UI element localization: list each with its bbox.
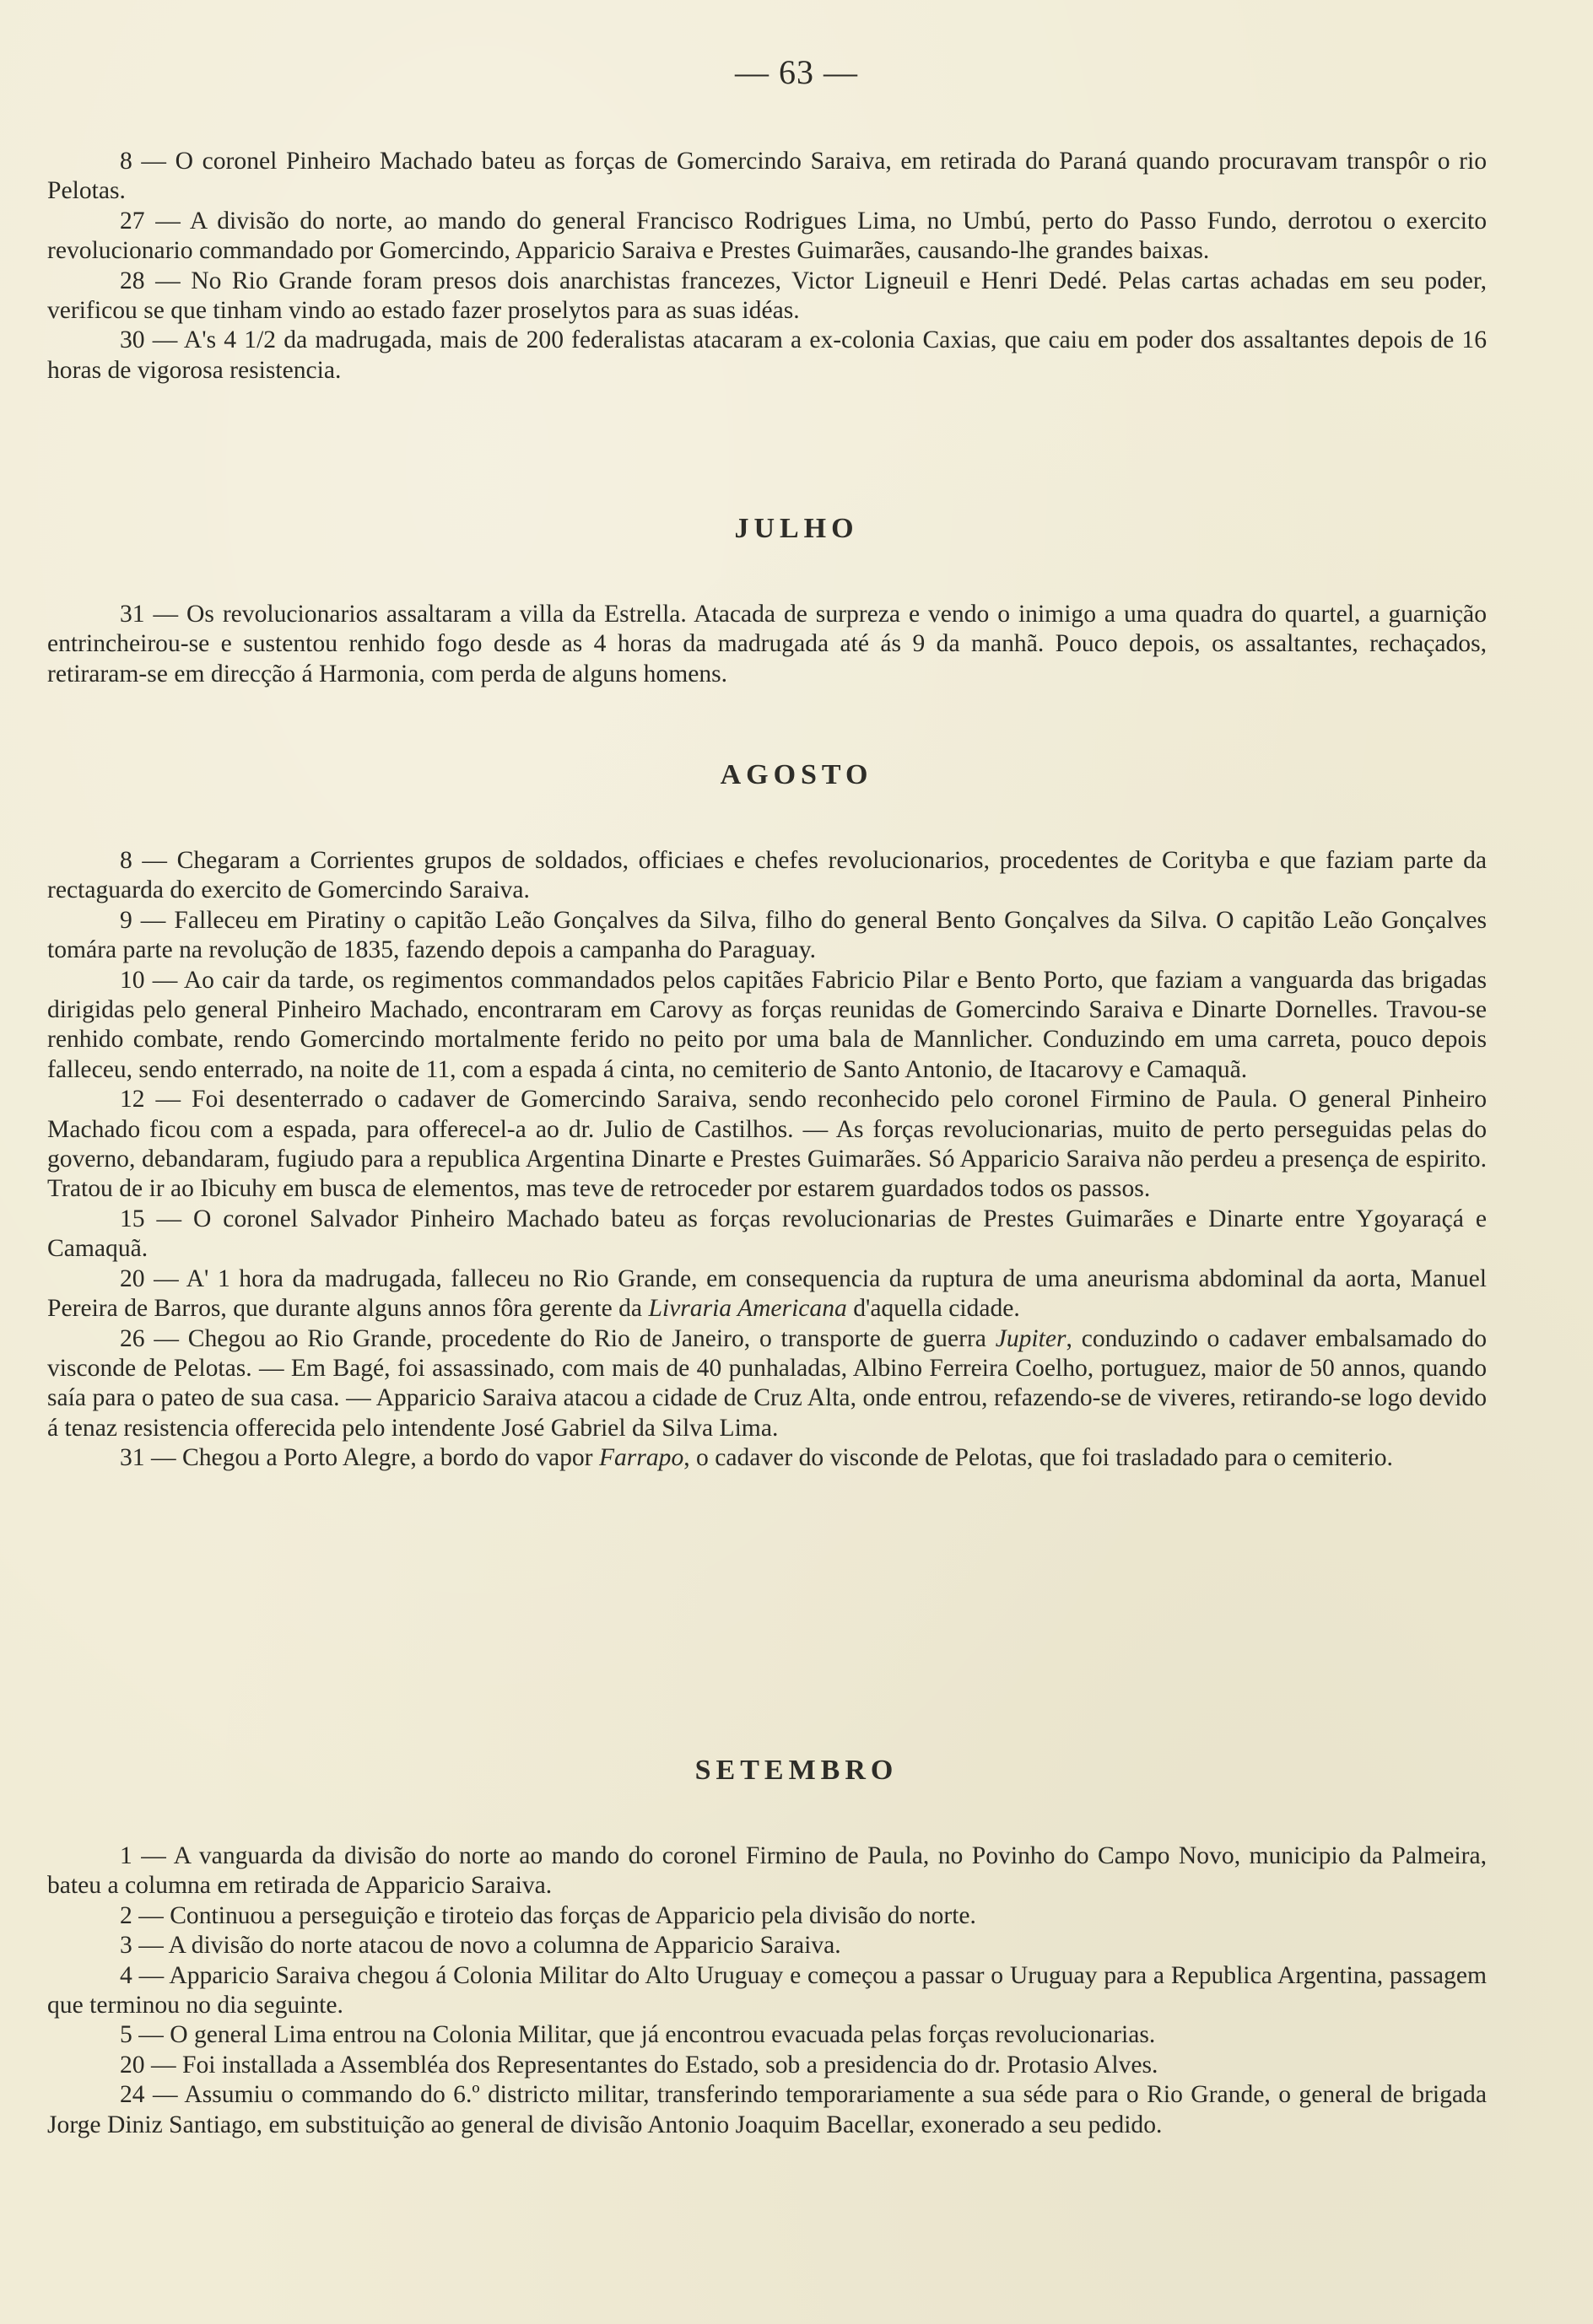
entry-paragraph: 1 — A vanguarda da divisão do norte ao mando do coronel Firmino de Paula, no Povinho do Campo Novo, municipio da Palmeira, bateu a columna em retirada de Apparicio Saraiva. xyxy=(47,1842,1487,1900)
italic-ship-name-jupiter: Jupiter xyxy=(995,1324,1066,1352)
section-junho-entries xyxy=(47,147,1487,386)
section-julho-entries xyxy=(47,600,1487,689)
entry-paragraph: 9 — Falleceu em Piratiny o capitão Leão Gonçalves da Silva, filho do general Bento Gonçalves da Silva. O capitão Leão Gonçalves tomára parte na revolução de 1835, fazendo depois a campanha do Paraguay. xyxy=(47,906,1487,964)
entry-paragraph: 28 — No Rio Grande foram presos dois anarchistas francezes, Victor Ligneuil e Henri Dedé. Pelas cartas achadas em seu poder, verificou se que tinham vindo ao estado fazer proselytos para as suas idéas. xyxy=(47,267,1487,325)
entry-paragraph: 20 — Foi installada a Assembléa dos Representantes do Estado, sob a presidencia do dr. Protasio Alves. xyxy=(120,2051,1158,2079)
entry-text: 26 — Chegou ao Rio Grande, procedente do Rio de Janeiro, o transporte de guerra xyxy=(120,1324,996,1352)
section-heading-setembro: SETEMBRO xyxy=(694,1755,899,1786)
section-agosto-entries xyxy=(47,846,1487,1474)
entry-text: , conduzindo o cadaver embalsamado do visconde de Pelotas. — Em Bagé, foi assassinado, com mais de 40 punhaladas, Albino Ferreira Coelho, portuguez, maior de 50 annos, quando saía para o pateo de sua casa. — Apparicio Saraiva atacou a cidade de Cruz Alta, onde entrou, refazendo-se de viveres, retirando-se logo devido á tenaz resistencia offerecida pelo intendente José Gabriel da Silva Lima. xyxy=(47,1324,1487,1442)
section-heading-julho: JULHO xyxy=(734,513,859,544)
entry-text: , o cadaver do visconde de Pelotas, que foi trasladado para o cemiterio. xyxy=(683,1444,1393,1472)
entry-paragraph: 30 — A's 4 1/2 da madrugada, mais de 200 federalistas atacaram a ex-colonia Caxias, que caiu em poder dos assaltantes depois de 16 horas de vigorosa resistencia. xyxy=(47,326,1487,384)
section-setembro-entries xyxy=(47,1841,1487,2140)
entry-paragraph xyxy=(47,1264,1487,1324)
entry-paragraph: 4 — Apparicio Saraiva chegou á Colonia Militar do Alto Uruguay e começou a passar o Uruguay para a Republica Argentina, passagem que terminou no dia seguinte. xyxy=(47,1961,1487,2019)
page-number: — 63 — xyxy=(735,53,858,91)
entry-paragraph: 24 — Assumiu o commando do 6.º districto militar, transferindo temporariamente a sua séde para o Rio Grande, o general de brigada Jorge Diniz Santiago, em substituição ao general de divisão Antonio Joaquim Bacellar, exonerado a seu pedido. xyxy=(47,2081,1487,2138)
section-heading-agosto: AGOSTO xyxy=(720,759,873,790)
entry-paragraph: 8 — Chegaram a Corrientes grupos de soldados, officiaes e chefes revolucionarios, procedentes de Corityba e que faziam parte da rectaguarda do exercito de Gomercindo Saraiva. xyxy=(47,847,1487,904)
entry-paragraph: 10 — Ao cair da tarde, os regimentos commandados pelos capitães Fabricio Pilar e Bento Porto, que faziam a vanguarda das brigadas dirigidas pelo general Pinheiro Machado, encontraram em Carovy as forças reunidas de Gomercindo Saraiva e Dinarte Dornelles. Travou-se renhido combate, rendo Gomercindo mortalmente ferido no peito por uma bala de Mannlicher. Conduzindo em uma carreta, pouco depois falleceu, sendo enterrado, na noite de 11, com a espada á cinta, no cemiterio de Santo Antonio, de Itacarovy e Camaquã. xyxy=(47,966,1487,1083)
entry-paragraph xyxy=(47,1324,1487,1444)
entry-paragraph: 8 — O coronel Pinheiro Machado bateu as forças de Gomercindo Saraiva, em retirada do Paraná quando procuravam transpôr o rio Pelotas. xyxy=(47,148,1487,205)
entry-paragraph: 27 — A divisão do norte, ao mando do general Francisco Rodrigues Lima, no Umbú, perto do Passo Fundo, derrotou o exercito revolucionario commandado por Gomercindo, Apparicio Saraiva e Prestes Guimarães, causando-lhe grandes baixas. xyxy=(47,207,1487,265)
entry-paragraph: 15 — O coronel Salvador Pinheiro Machado bateu as forças revolucionarias de Prestes Guimarães e Dinarte entre Ygoyaraçá e Camaquã. xyxy=(47,1205,1487,1263)
entry-text: 20 — A' 1 hora da madrugada, falleceu no Rio Grande, em consequencia da ruptura de uma aneurisma abdominal da aorta, Manuel Pereira de Barros, que durante alguns annos fôra gerente da xyxy=(47,1264,1487,1323)
italic-title-livraria: Livraria Americana xyxy=(648,1295,847,1323)
entry-paragraph xyxy=(47,1443,1487,1473)
entry-text: d'aquella cidade. xyxy=(846,1295,1020,1323)
entry-paragraph: 31 — Os revolucionarios assaltaram a villa da Estrella. Atacada de surpreza e vendo o inimigo a uma quadra do quartel, a guarnição entrincheirou-se e sustentou renhido fogo desde as 4 horas da madrugada até ás 9 da manhã. Pouco depois, os assaltantes, rechaçados, retiraram-se em direcção á Harmonia, com perda de alguns homens. xyxy=(47,601,1487,687)
entry-paragraph: 3 — A divisão do norte atacou de novo a columna de Apparicio Saraiva. xyxy=(120,1932,841,1960)
entry-paragraph: 12 — Foi desenterrado o cadaver de Gomercindo Saraiva, sendo reconhecido pelo coronel Firmino de Paula. O general Pinheiro Machado ficou com a espada, para offerecel-a ao dr. Julio de Castilhos. — As forças revolucionarias, muito de perto perseguidas pelas do governo, debandaram, fugiudo para a republica Argentina Dinarte e Prestes Guimarães. Só Apparicio Saraiva não perdeu a presença de espirito. Tratou de ir ao Ibicuhy em busca de elementos, mas teve de retroceder por estarem guardados todos os passos. xyxy=(47,1086,1487,1203)
entry-text: 31 — Chegou a Porto Alegre, a bordo do vapor xyxy=(120,1444,599,1472)
italic-ship-name-farrapo: Farrapo xyxy=(598,1444,684,1472)
entry-paragraph: 5 — O general Lima entrou na Colonia Militar, que já encontrou evacuada pelas forças revolucionarias. xyxy=(120,2021,1156,2049)
entry-paragraph: 2 — Continuou a perseguição e tiroteio das forças de Apparicio pela divisão do norte. xyxy=(120,1901,976,1929)
